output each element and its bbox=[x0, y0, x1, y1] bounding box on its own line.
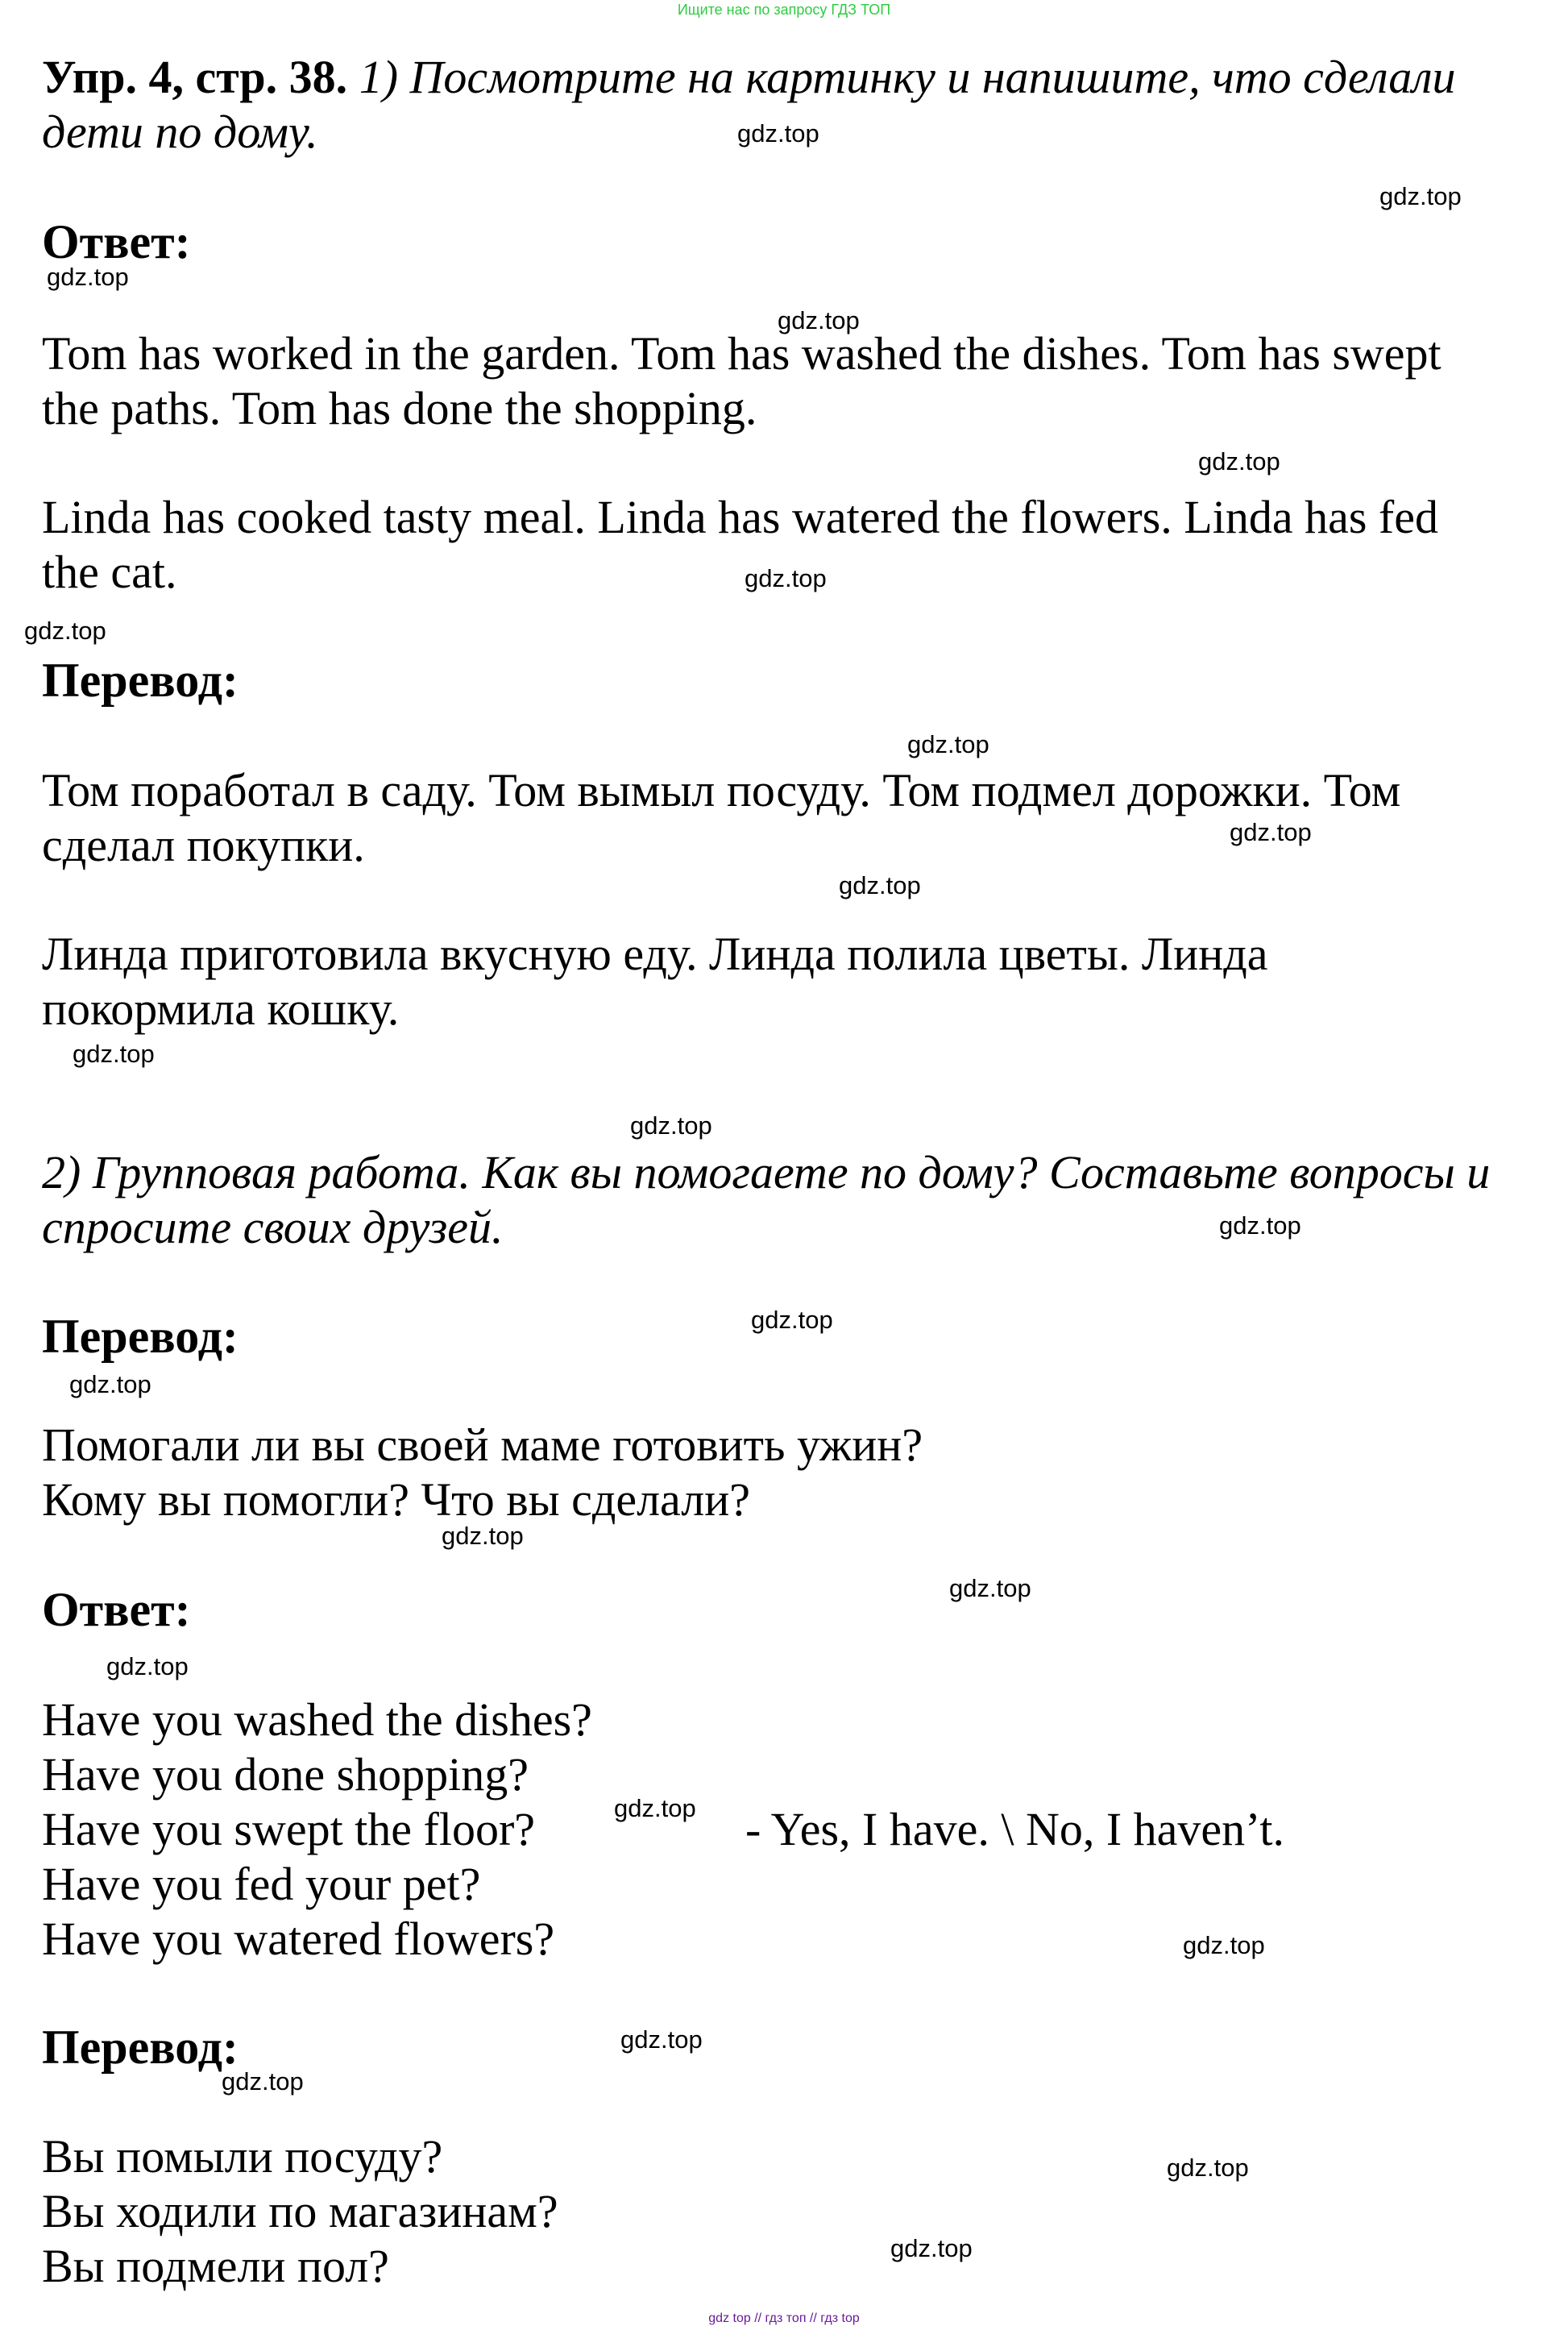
translation-heading: Перевод: bbox=[42, 1310, 239, 1363]
translation-line: покормила кошку. bbox=[42, 982, 400, 1035]
watermark: gdz.top bbox=[106, 1652, 189, 1680]
watermark: gdz.top bbox=[890, 2234, 973, 2262]
watermark: gdz.top bbox=[778, 306, 860, 334]
translation-line: Линда приготовила вкусную еду. Линда полила цветы. Линда bbox=[42, 928, 1268, 980]
footer-note: gdz top // гдз топ // гдз top bbox=[708, 2311, 860, 2325]
question-line: Have you washed the dishes? bbox=[42, 1693, 592, 1746]
answer-line: Tom has worked in the garden. Tom has washed the dishes. Tom has swept bbox=[42, 327, 1441, 380]
task-2: 2) Групповая работа. Как вы помогаете по дому? Составьте вопросы и bbox=[42, 1146, 1491, 1198]
translation-line: Кому вы помогли? Что вы сделали? bbox=[42, 1473, 751, 1526]
top-promo-note: Ищите нас по запросу ГДЗ ТОП bbox=[677, 2, 891, 18]
watermark: gdz.top bbox=[1183, 1931, 1265, 1959]
watermark: gdz.top bbox=[907, 730, 989, 758]
translation-line: сделал покупки. bbox=[42, 819, 365, 871]
task-2-cont: спросите своих друзей. bbox=[42, 1201, 504, 1253]
watermark: gdz.top bbox=[442, 1522, 524, 1550]
watermark: gdz.top bbox=[751, 1306, 833, 1334]
watermark: gdz.top bbox=[630, 1111, 712, 1140]
watermark: gdz.top bbox=[1379, 182, 1462, 210]
answer-line: the cat. bbox=[42, 546, 177, 598]
watermark: gdz.top bbox=[745, 564, 827, 592]
watermark: gdz.top bbox=[949, 1574, 1031, 1602]
answer-heading: Ответ: bbox=[42, 215, 191, 268]
watermark: gdz.top bbox=[24, 617, 106, 645]
watermark: gdz.top bbox=[839, 871, 921, 899]
watermark: gdz.top bbox=[222, 2067, 304, 2095]
watermark: gdz.top bbox=[614, 1794, 696, 1822]
translation-heading: Перевод: bbox=[42, 654, 239, 707]
translation-heading: Перевод: bbox=[42, 2021, 239, 2074]
watermark: gdz.top bbox=[1219, 1211, 1301, 1240]
exercise-task-cont: дети по дому. bbox=[42, 106, 318, 158]
translation-line: Помогали ли вы своей маме готовить ужин? bbox=[42, 1418, 923, 1471]
answer-heading: Ответ: bbox=[42, 1583, 191, 1636]
watermark: gdz.top bbox=[620, 2025, 703, 2054]
watermark: gdz.top bbox=[1198, 447, 1280, 476]
watermark: gdz.top bbox=[1167, 2154, 1249, 2182]
watermark: gdz.top bbox=[1230, 818, 1312, 846]
question-line: Have you fed your pet? bbox=[42, 1858, 481, 1910]
exercise-title bbox=[42, 50, 1456, 105]
question-line: Have you watered flowers? bbox=[42, 1913, 555, 1965]
watermark: gdz.top bbox=[47, 263, 129, 291]
translation-line: Вы подмели пол? bbox=[42, 2240, 389, 2292]
translation-line: Том поработал в саду. Том вымыл посуду. Том подмел дорожки. Том bbox=[42, 764, 1401, 816]
answer-line: the paths. Tom has done the shopping. bbox=[42, 382, 757, 434]
watermark: gdz.top bbox=[69, 1370, 151, 1398]
exercise-task: 1) Посмотрите на картинку и напишите, что сделали bbox=[359, 51, 1456, 103]
watermark: gdz.top bbox=[737, 119, 819, 147]
watermark: gdz.top bbox=[73, 1040, 155, 1068]
reply-line: - Yes, I have. \ No, I haven’t. bbox=[745, 1803, 1285, 1855]
question-line: Have you done shopping? bbox=[42, 1748, 529, 1801]
answer-line: Linda has cooked tasty meal. Linda has watered the flowers. Linda has fed bbox=[42, 491, 1438, 543]
question-line: Have you swept the floor? bbox=[42, 1803, 536, 1855]
translation-line: Вы ходили по магазинам? bbox=[42, 2185, 558, 2237]
translation-line: Вы помыли посуду? bbox=[42, 2130, 443, 2183]
exercise-label: Упр. 4, стр. 38. bbox=[42, 51, 348, 103]
